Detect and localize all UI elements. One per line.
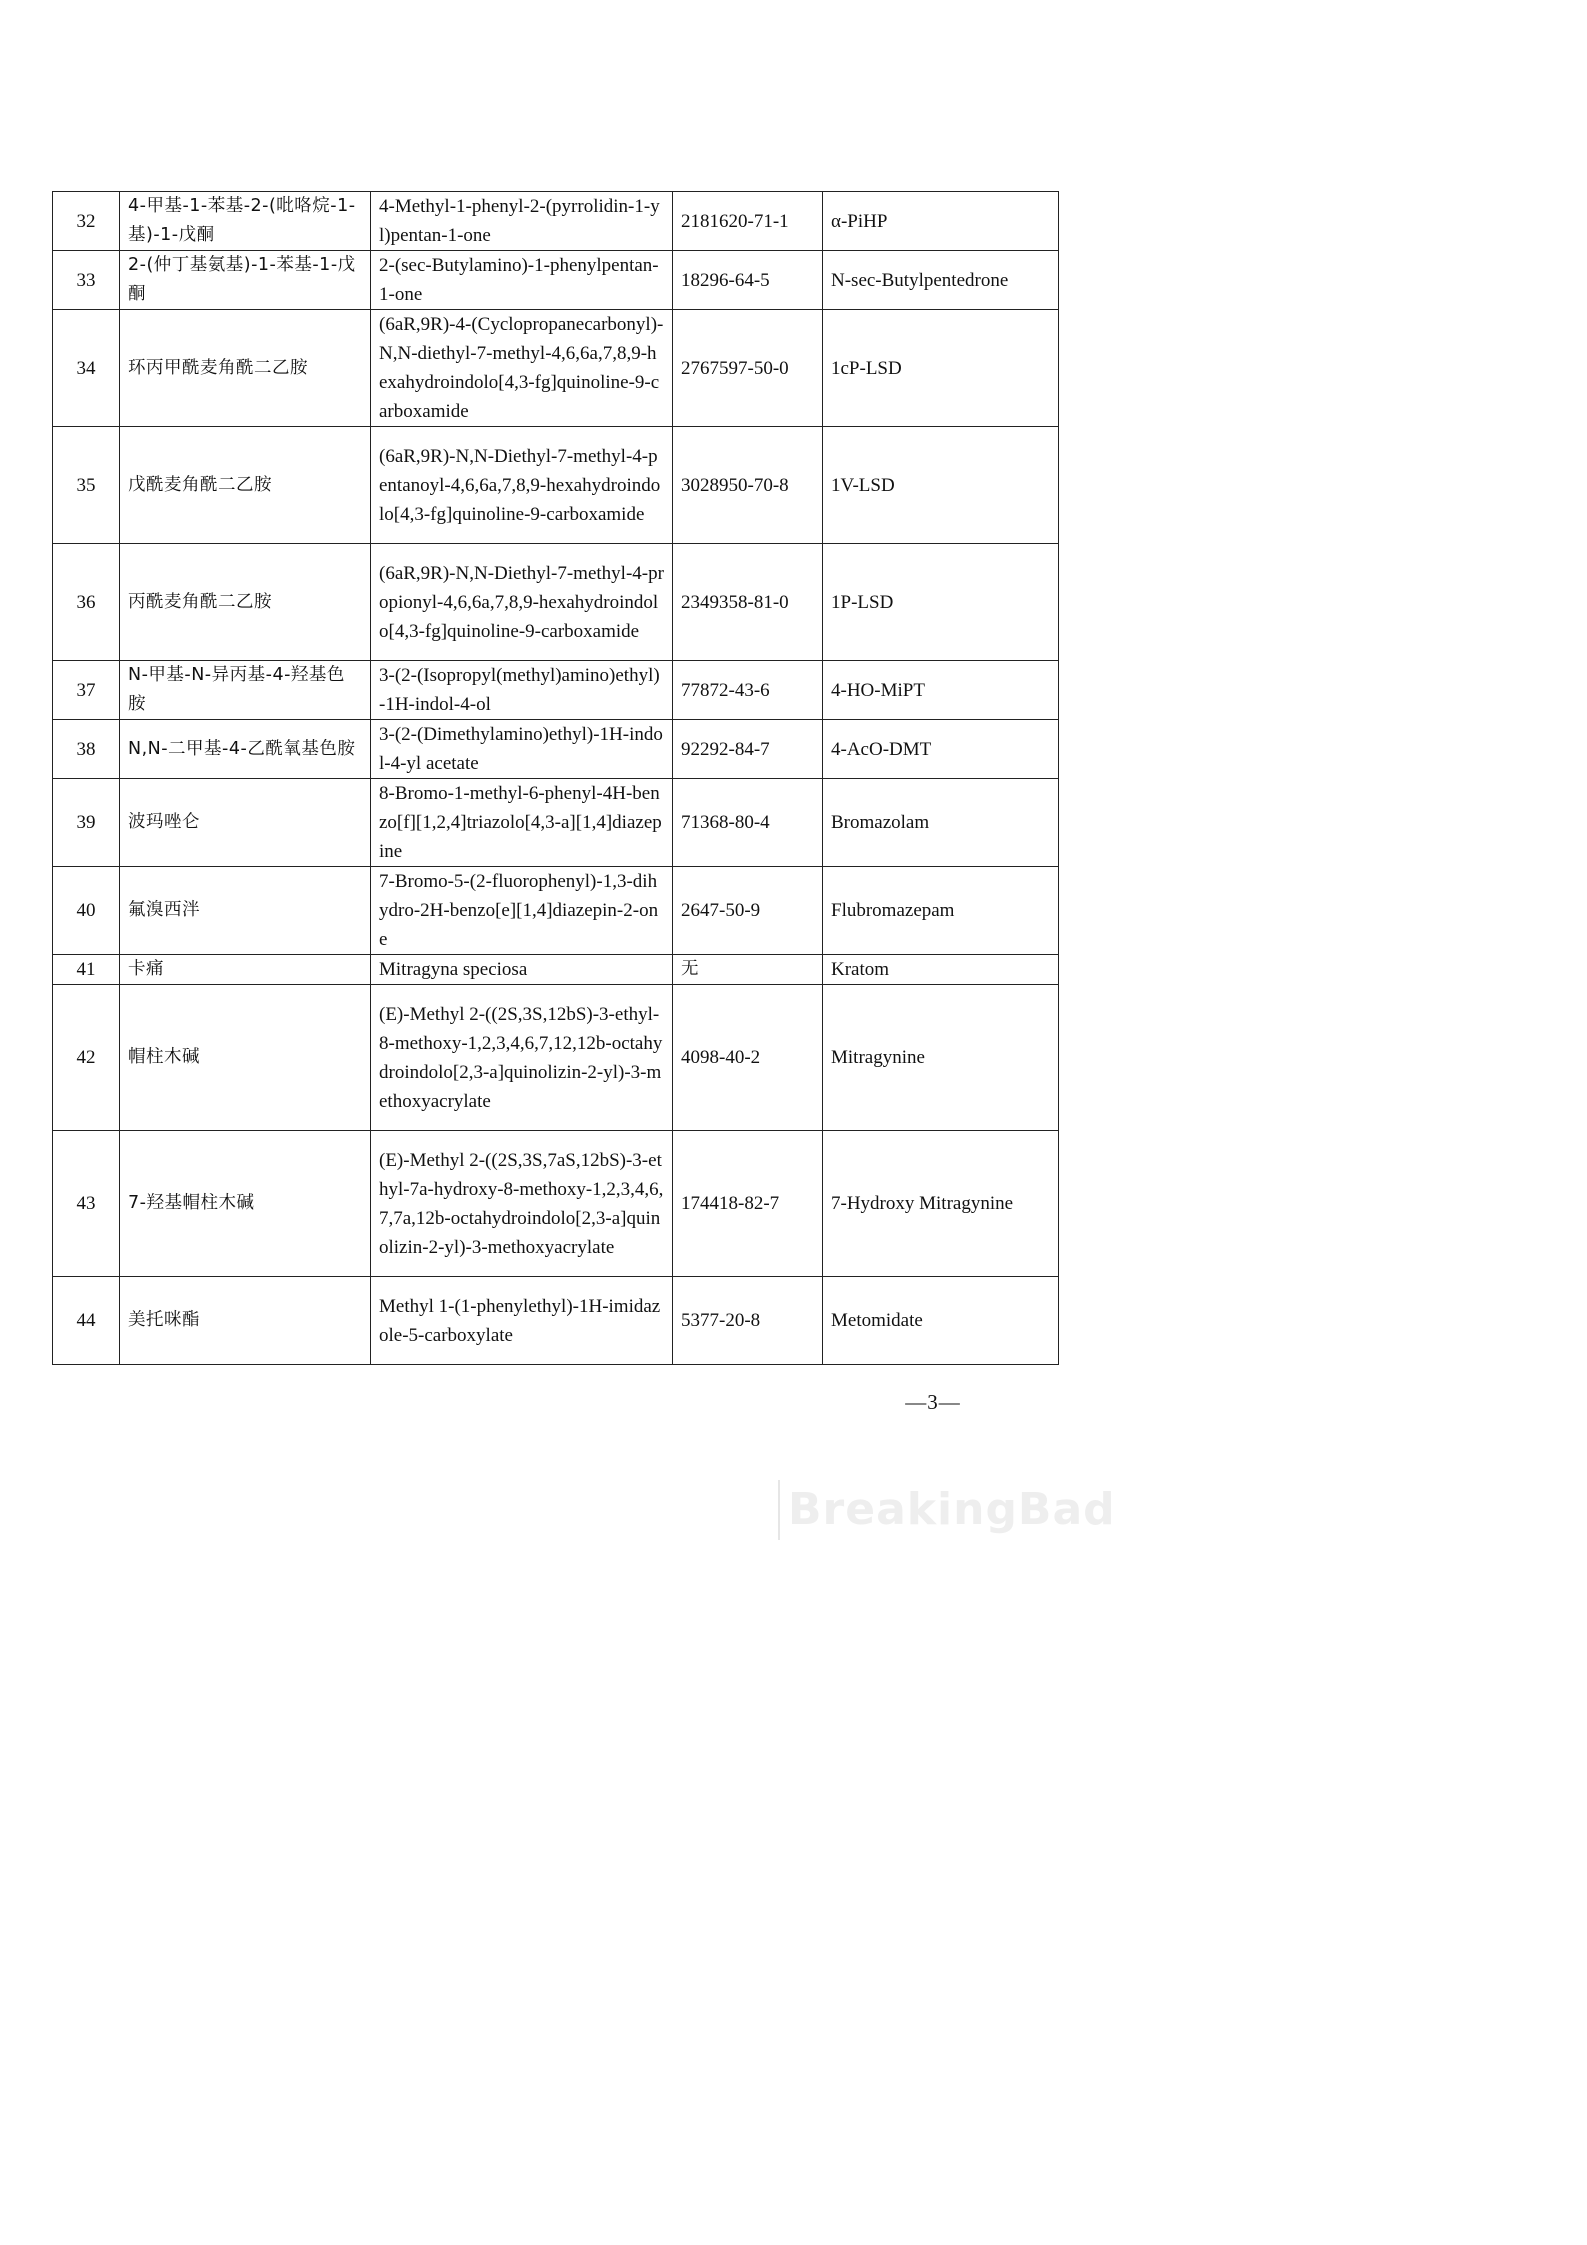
watermark-text: BreakingBad [788, 1484, 1116, 1535]
table-row [53, 427, 1059, 544]
page-number: —3— [905, 1390, 961, 1414]
chinese-name: 4-甲基-1-苯基-2-(吡咯烷-1-基)-1-戊酮 [120, 192, 371, 251]
row-number: 41 [53, 955, 120, 985]
row-number: 42 [53, 985, 120, 1131]
common-name: 1V-LSD [823, 427, 1059, 544]
row-number: 44 [53, 1277, 120, 1365]
table-row [53, 1277, 1059, 1365]
row-number: 37 [53, 661, 120, 720]
table-row [53, 720, 1059, 779]
cas-number: 174418-82-7 [673, 1131, 823, 1277]
common-name: Metomidate [823, 1277, 1059, 1365]
chemical-name: (6aR,9R)-N,N-Diethyl-7-methyl-4-propionyl-4,6,6a,7,8,9-hexahydroindolo[4,3-fg]quinoline-9-carboxamide [371, 544, 673, 661]
cas-number: 2349358-81-0 [673, 544, 823, 661]
cas-number: 92292-84-7 [673, 720, 823, 779]
chemical-name: 2-(sec-Butylamino)-1-phenylpentan-1-one [371, 251, 673, 310]
chemical-name: (6aR,9R)-N,N-Diethyl-7-methyl-4-pentanoyl-4,6,6a,7,8,9-hexahydroindolo[4,3-fg]quinoline-9-carboxamide [371, 427, 673, 544]
chemical-name: Methyl 1-(1-phenylethyl)-1H-imidazole-5-carboxylate [371, 1277, 673, 1365]
chinese-name: N,N-二甲基-4-乙酰氧基色胺 [120, 720, 371, 779]
common-name: 1cP-LSD [823, 310, 1059, 427]
row-number: 35 [53, 427, 120, 544]
chinese-name: 环丙甲酰麦角酰二乙胺 [120, 310, 371, 427]
common-name: 4-AcO-DMT [823, 720, 1059, 779]
chemical-name: (E)-Methyl 2-((2S,3S,12bS)-3-ethyl-8-methoxy-1,2,3,4,6,7,12,12b-octahydroindolo[2,3-a]quinolizin-2-yl)-3-methoxyacrylate [371, 985, 673, 1131]
cas-number: 71368-80-4 [673, 779, 823, 867]
table-row [53, 310, 1059, 427]
row-number: 34 [53, 310, 120, 427]
chinese-name: 丙酰麦角酰二乙胺 [120, 544, 371, 661]
cas-number: 无 [673, 955, 823, 985]
chinese-name: 戊酰麦角酰二乙胺 [120, 427, 371, 544]
table-row [53, 955, 1059, 985]
common-name: 4-HO-MiPT [823, 661, 1059, 720]
chemical-name: (6aR,9R)-4-(Cyclopropanecarbonyl)-N,N-diethyl-7-methyl-4,6,6a,7,8,9-hexahydroindolo[4,3-fg]quinoline-9-carboxamide [371, 310, 673, 427]
common-name: α-PiHP [823, 192, 1059, 251]
cas-number: 18296-64-5 [673, 251, 823, 310]
common-name: Kratom [823, 955, 1059, 985]
chemical-name: 4-Methyl-1-phenyl-2-(pyrrolidin-1-yl)pentan-1-one [371, 192, 673, 251]
cas-number: 4098-40-2 [673, 985, 823, 1131]
row-number: 40 [53, 867, 120, 955]
chemical-name: 3-(2-(Dimethylamino)ethyl)-1H-indol-4-yl acetate [371, 720, 673, 779]
cas-number: 2181620-71-1 [673, 192, 823, 251]
chinese-name: 卡痛 [120, 955, 371, 985]
watermark-logo [778, 1480, 1116, 1540]
row-number: 39 [53, 779, 120, 867]
chemical-name: Mitragyna speciosa [371, 955, 673, 985]
chemical-name: 8-Bromo-1-methyl-6-phenyl-4H-benzo[f][1,2,4]triazolo[4,3-a][1,4]diazepine [371, 779, 673, 867]
cas-number: 77872-43-6 [673, 661, 823, 720]
table-row [53, 544, 1059, 661]
chinese-name: 2-(仲丁基氨基)-1-苯基-1-戊酮 [120, 251, 371, 310]
common-name: 7-Hydroxy Mitragynine [823, 1131, 1059, 1277]
chemical-name: 7-Bromo-5-(2-fluorophenyl)-1,3-dihydro-2H-benzo[e][1,4]diazepin-2-one [371, 867, 673, 955]
cas-number: 3028950-70-8 [673, 427, 823, 544]
chinese-name: 帽柱木碱 [120, 985, 371, 1131]
chinese-name: 美托咪酯 [120, 1277, 371, 1365]
cas-number: 2767597-50-0 [673, 310, 823, 427]
table-row [53, 192, 1059, 251]
table-row [53, 1131, 1059, 1277]
row-number: 33 [53, 251, 120, 310]
chinese-name: N-甲基-N-异丙基-4-羟基色胺 [120, 661, 371, 720]
table-row [53, 985, 1059, 1131]
chinese-name: 波玛唑仑 [120, 779, 371, 867]
common-name: 1P-LSD [823, 544, 1059, 661]
chemical-name: 3-(2-(Isopropyl(methyl)amino)ethyl)-1H-indol-4-ol [371, 661, 673, 720]
table-row [53, 251, 1059, 310]
cas-number: 5377-20-8 [673, 1277, 823, 1365]
substance-table [52, 191, 1059, 1365]
cas-number: 2647-50-9 [673, 867, 823, 955]
row-number: 43 [53, 1131, 120, 1277]
common-name: Mitragynine [823, 985, 1059, 1131]
table-row [53, 779, 1059, 867]
table-row [53, 867, 1059, 955]
common-name: Flubromazepam [823, 867, 1059, 955]
chinese-name: 7-羟基帽柱木碱 [120, 1131, 371, 1277]
chinese-name: 氟溴西泮 [120, 867, 371, 955]
table-row [53, 661, 1059, 720]
document-page [0, 0, 1116, 1567]
common-name: Bromazolam [823, 779, 1059, 867]
common-name: N-sec-Butylpentedrone [823, 251, 1059, 310]
row-number: 38 [53, 720, 120, 779]
row-number: 32 [53, 192, 120, 251]
chemical-name: (E)-Methyl 2-((2S,3S,7aS,12bS)-3-ethyl-7a-hydroxy-8-methoxy-1,2,3,4,6,7,7a,12b-octahydroindolo[2,3-a]quinolizin-2-yl)-3-methoxyacrylate [371, 1131, 673, 1277]
row-number: 36 [53, 544, 120, 661]
